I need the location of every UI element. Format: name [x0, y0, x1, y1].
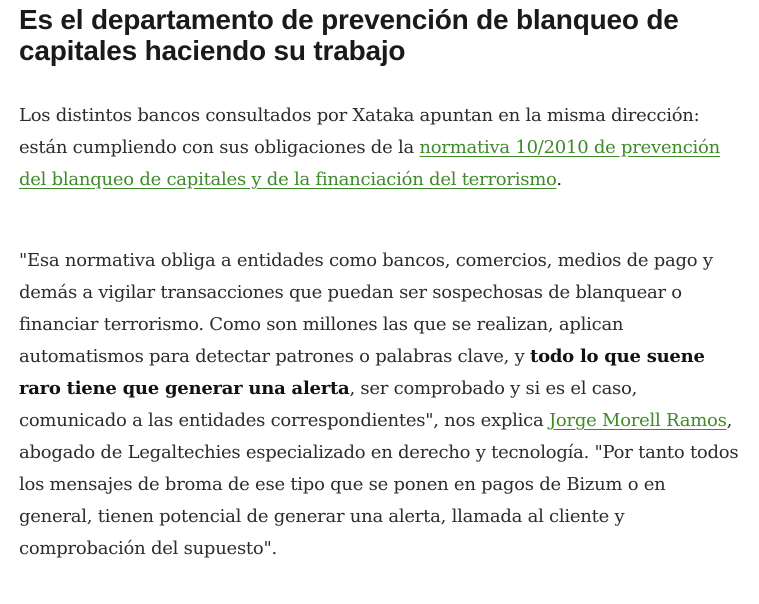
- section-heading: Es el departamento de prevención de blanqueo de capitales haciendo su trabajo: [19, 4, 679, 66]
- author-link[interactable]: Jorge Morell Ramos: [548, 410, 727, 431]
- paragraph-intro-text-before: Los distintos bancos consultados por Xataka apuntan en la misma dirección: están cumpliendo con sus obligaciones de la: [19, 105, 700, 158]
- paragraph-intro: [19, 100, 739, 196]
- paragraph-quote: [19, 245, 739, 565]
- paragraph-quote-text-before: "Esa normativa obliga a entidades como bancos, comercios, medios de pago y demás a vigilar transacciones que puedan ser sospechosas de blanquear o financiar terrorismo. Como son millones las que se realizan, aplican automatismos para detectar patrones o palabras clave, y: [19, 250, 713, 367]
- paragraph-quote-bold: todo lo que suene raro tiene que generar una alerta: [19, 346, 705, 399]
- paragraph-quote-text-after: , abogado de Legaltechies especializado en derecho y tecnología. "Por tanto todos los mensajes de broma de ese tipo que se ponen en pagos de Bizum o en general, tienen potencial de generar una alerta, llamada al cliente y comprobación del supuesto".: [19, 410, 739, 559]
- paragraph-quote-text-middle: , ser comprobado y si es el caso, comunicado a las entidades correspondientes", nos explica: [19, 378, 638, 431]
- paragraph-intro-text-after: .: [556, 169, 562, 190]
- normativa-link[interactable]: normativa 10/2010 de prevención del blanqueo de capitales y de la financiación del terrorismo: [19, 137, 720, 190]
